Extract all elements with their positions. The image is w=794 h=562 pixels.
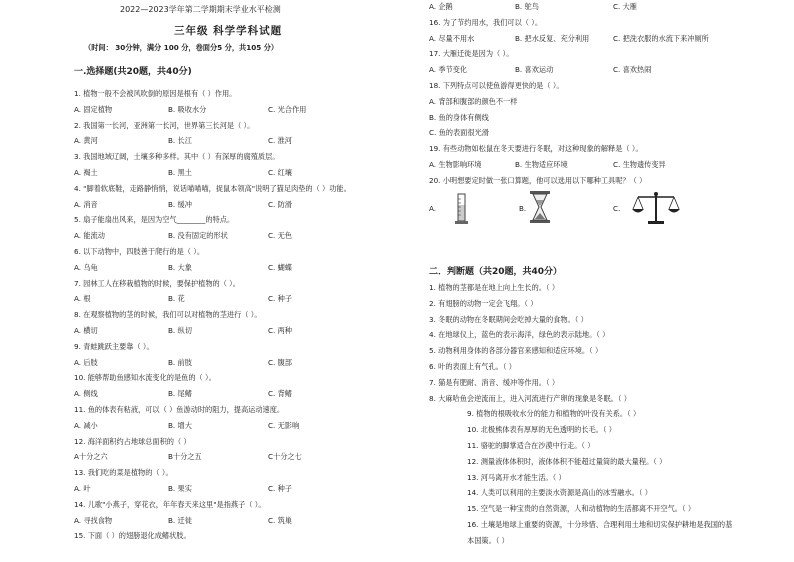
answer-option: B. 长江 (168, 136, 192, 146)
answer-option: C. 种子 (268, 294, 292, 304)
answer-option: A. 季节变化 (429, 65, 468, 75)
measuring-cylinder-icon (453, 193, 471, 225)
answer-option: A. 固定植物 (74, 104, 113, 114)
answer-option: C. 无影响 (268, 420, 300, 430)
hourglass-icon (528, 190, 552, 224)
question-stem: 12. 海洋面积约占地球总面积的（ ） (74, 436, 191, 446)
answer-option: A十分之六 (74, 452, 108, 462)
answer-option: B. 没有固定的形状 (168, 231, 228, 241)
answer-option: C. 淮河 (268, 136, 292, 146)
answer-option: A. 黄河 (74, 136, 98, 146)
true-false-item: 11. 骆驼的脚掌适合在沙漠中行走。（ ） (467, 441, 595, 450)
answer-option: A. 生物影响环境 (429, 160, 482, 169)
answer-option: B. 增大 (168, 420, 192, 430)
question-stem: 14. 儿歌"小燕子，穿花衣，年年春天来这里"是指燕子（ ）。 (74, 499, 266, 509)
subject-title: 三年级 科学学科试题 (174, 25, 283, 37)
true-false-item: 本国策。（ ） (467, 535, 509, 545)
answer-option: B. 喜欢运动 (515, 65, 554, 75)
answer-option: C. 种子 (268, 484, 292, 493)
answer-option: B. 花 (168, 294, 185, 304)
answer-option: B. 吸收水分 (168, 104, 207, 114)
true-false-item: 7. 猫是有肥耐、消音、缓冲等作用。（ ） (429, 377, 560, 387)
answer-option: C. 蝴蝶 (268, 262, 292, 272)
answer-option: B. 纵切 (168, 326, 192, 335)
question-stem: 16. 为了节约用水，我们可以（ ）。 (429, 17, 543, 27)
answer-option: C. 无色 (268, 231, 292, 241)
balance-scale-icon (632, 190, 680, 226)
answer-option: A. 能流动 (74, 231, 105, 241)
true-false-item: 12. 测量液体体积时，液体体积不能超过量筒的最大量程。（ ） (467, 456, 667, 466)
question-stem: 20. 小明想要定时做一张口算题，他可以选用以下哪种工具呢？（ ） (429, 175, 647, 185)
answer-option: B. 鱼的身体有侧线 (429, 112, 489, 122)
question-stem: 6. 以下动物中，四肢善于爬行的是（ ）。 (74, 247, 205, 256)
answer-option: B. 迁徙 (168, 515, 192, 525)
question-stem: 11. 鱼的体表有粘液，可以（ ）鱼游动时的阻力，提高运动速度。 (74, 405, 285, 414)
question-stem: 19. 有些动物如松鼠在冬天要进行冬眠，对这种现象的解释是（ ）。 (429, 144, 643, 154)
true-false-item: 5. 动物利用身体的各部分器官来感知和适应环境。（ ） (429, 346, 603, 356)
answer-option: B. 缓冲 (168, 199, 192, 209)
answer-option: A. 尽量不用水 (429, 33, 475, 43)
answer-option: A. 后肢 (74, 357, 98, 367)
answer-option: B. 前肢 (168, 357, 192, 367)
answer-option: A. 褐土 (74, 168, 98, 177)
answer-option: A. 背部和腹部的颜色不一样 (429, 96, 518, 106)
question-stem: 4. "脚着软底鞋，走路静悄悄，说话喵喵喵，捉鼠本领高"说明了猫足肉垫的（ ）功能。 (74, 183, 351, 193)
answer-option: C. 防滑 (268, 199, 292, 209)
true-false-item: 3. 冬眠的动物在冬眠期间会吃掉大量的食物。（ ） (429, 314, 588, 324)
answer-option: A. 侧线 (74, 389, 98, 399)
true-false-item: 1. 植物的茎都是在地上向上生长的。（ ） (429, 283, 560, 292)
answer-option: A. 寻找食物 (74, 515, 113, 525)
question-stem: 10. 能够帮助鱼感知水流变化的是鱼的（ ）。 (74, 373, 216, 383)
answer-option: B. 大象 (168, 262, 192, 272)
answer-option: C. 腹部 (268, 357, 292, 367)
answer-option: A. 横切 (74, 326, 98, 335)
answer-option: C. 喜欢热闹 (613, 65, 652, 75)
answer-option: A. 叶 (74, 484, 91, 493)
answer-option: C. 背鳍 (268, 389, 292, 399)
question-stem: 18. 下列特点可以使鱼游得更快的是（ ）。 (429, 81, 564, 90)
question-stem: 1. 植物一般不会被风吹倒的原因是根有（ ）作用。 (74, 89, 237, 98)
answer-option: C. 把洗衣服的水流下来冲厕所 (613, 33, 709, 43)
answer-option: B. (519, 204, 527, 213)
true-false-item: 16. 土壤是地球上重要的资源，十分珍惜、合理利用土地和切实保护耕地是我国的基 (467, 520, 733, 529)
answer-option: B. 尾鳍 (168, 389, 192, 399)
answer-option: A. 根 (74, 294, 91, 304)
section2-heading: 二．判断题（共20题，共40分） (429, 267, 563, 277)
question-stem: 13. 我们吃的菜是植物的（ ）。 (74, 468, 173, 478)
true-false-item: 15. 空气是一种宝贵的自然资源，人和动植物的生活都离不开空气。（ ） (467, 504, 696, 514)
answer-option: C. 红壤 (268, 168, 292, 177)
page-title: 2022—2023学年第二学期期末学业水平检测 (120, 5, 281, 14)
question-stem: 17. 大雁迁徙是因为（ ）。 (429, 49, 514, 59)
true-false-item: 13. 河马离开水才能生活。（ ） (467, 472, 566, 482)
answer-option: C. (613, 204, 621, 213)
question-stem: 3. 我国地域辽阔，土壤多种多样。其中（ ）有深厚的腐殖质层。 (74, 152, 280, 162)
question-stem: 15. 下面（ ）的翅膀退化成鳍状肢。 (74, 531, 191, 541)
answer-option: B. 鸵鸟 (515, 2, 539, 11)
true-false-item: 6. 叶的表面上有气孔。（ ） (429, 362, 516, 371)
answer-option: B. 把水反复、充分利用 (515, 33, 590, 43)
answer-option: C. 筑巢 (268, 515, 292, 525)
true-false-item: 10. 北极熊体表有厚厚的无色透明的长毛。（ ） (467, 425, 616, 435)
true-false-item: 9. 植物的根吸收水分的能力和植物的叶没有关系。（ ） (467, 409, 641, 419)
answer-option: A. 乌龟 (74, 262, 98, 272)
answer-option: B. 果实 (168, 484, 192, 493)
section1-heading: 一.选择题(共20题，共40分) (74, 67, 192, 77)
true-false-item: 14. 人类可以利用的主要淡水资源是高山的冰雪融水。（ ） (467, 488, 652, 498)
answer-option: C. 两种 (268, 326, 292, 335)
answer-option: C. 光合作用 (268, 104, 307, 114)
true-false-item: 4. 在地球仪上，蓝色的表示海洋，绿色的表示陆地。（ ） (429, 330, 610, 340)
answer-option: C. 生物遗传变异 (613, 160, 666, 169)
question-stem: 8. 在观察植物的茎的时候，我们可以对植物的茎进行（ ）。 (74, 310, 262, 320)
answer-option: B. 生物适应环境 (515, 160, 568, 169)
question-stem: 9. 青蛙跳跃主要靠（ ）。 (74, 341, 154, 351)
answer-option: C. 大雁 (613, 2, 637, 11)
true-false-item: 8. 大麻哈鱼会逆流而上，进入河流进行产卵的现象是冬眠。（ ） (429, 393, 631, 403)
question-stem: 2. 我国第一长河，亚洲第一长河，世界第三长河是（ ）。 (74, 120, 255, 130)
answer-option: C十分之七 (268, 452, 302, 462)
answer-option: A. (429, 204, 437, 213)
answer-option: B十分之五 (168, 452, 202, 462)
true-false-item: 2. 有翅膀的动物一定会飞翔。（ ） (429, 298, 538, 308)
exam-meta: （时间： 30分钟，满分 100 分，卷面分5 分，共105 分） (84, 43, 279, 52)
answer-option: A. 减小 (74, 420, 98, 430)
answer-option: B. 黑土 (168, 168, 192, 177)
question-stem: 7. 园林工人在移栽植物的时候，要保护植物的（ ）。 (74, 278, 240, 288)
question-stem: 5. 扇子能扇出风来，是因为空气________的特点。 (74, 215, 235, 225)
answer-option: C. 鱼的表面很光滑 (429, 128, 489, 138)
answer-option: A. 企鹅 (429, 2, 453, 11)
answer-option: A. 消音 (74, 199, 98, 209)
